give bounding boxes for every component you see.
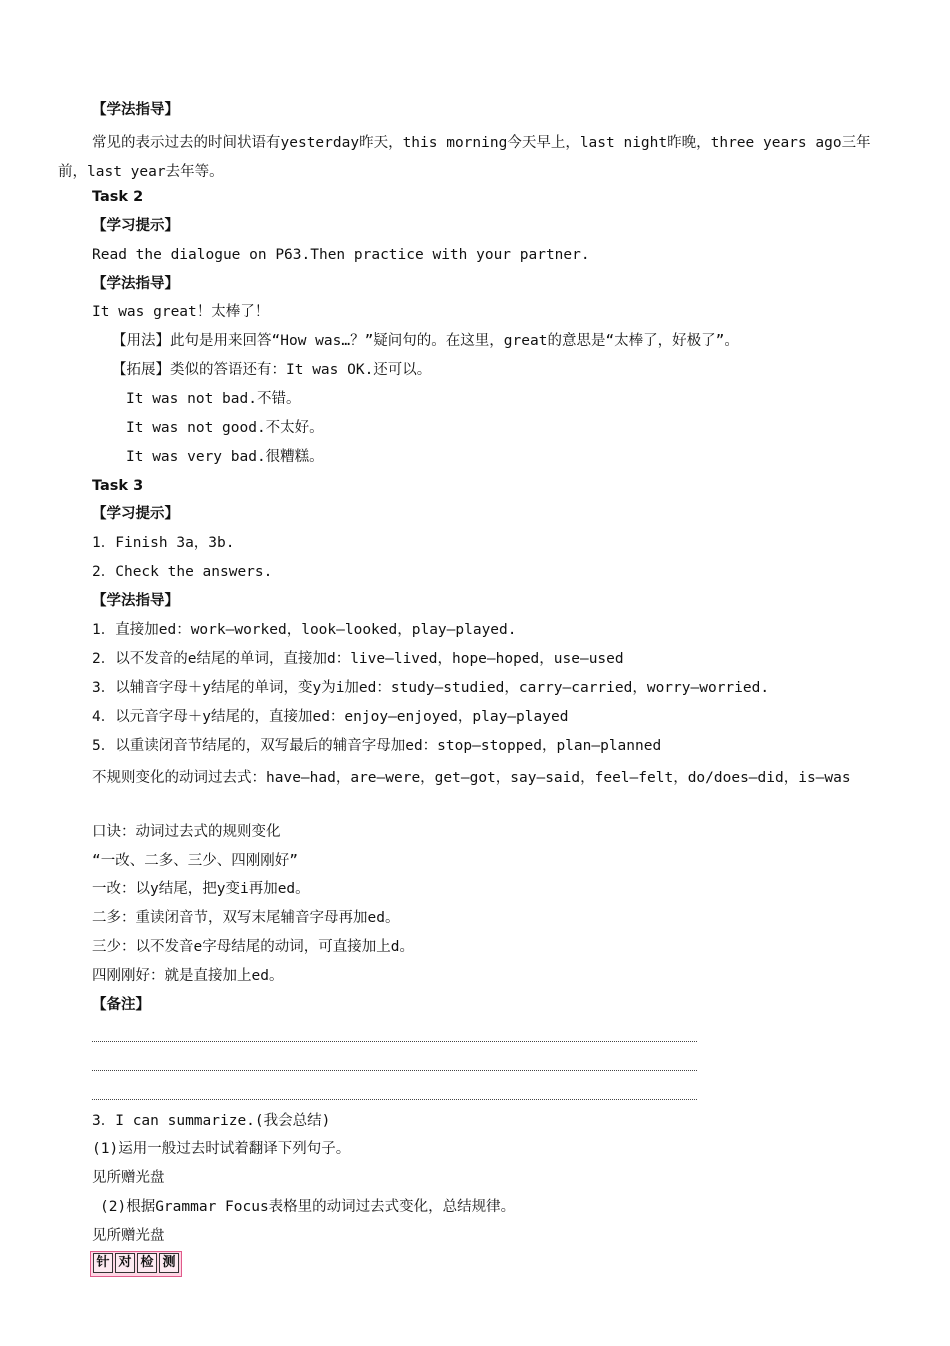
notes-heading: 【备注】 xyxy=(92,997,150,1013)
summary-answer: 见所赠光盘 xyxy=(92,1170,165,1186)
badge-char: 测 xyxy=(159,1253,179,1273)
list-item: 4．以元音字母＋y结尾的，直接加ed：enjoy—enjoyed，play—played xyxy=(92,709,569,725)
mnemonic-line: 一改：以y结尾，把y变i再加ed。 xyxy=(92,881,310,897)
notes-line xyxy=(92,1099,697,1100)
list-item: 5．以重读闭音节结尾的，双写最后的辅音字母加ed：stop—stopped，plan—planned xyxy=(92,738,662,754)
list-item: 1．直接加ed：work—worked，look—looked，play—played. xyxy=(92,622,517,638)
summary-item: (1)运用一般过去时试着翻译下列句子。 xyxy=(92,1141,351,1157)
list-item: 2．Check the answers. xyxy=(92,564,273,580)
paragraph: 常见的表示过去的时间状语有yesterday昨天，this morning今天早上，last night昨晚，three years ago三年前，last year去年等。 xyxy=(58,135,871,180)
section-heading: 【学习提示】 xyxy=(92,218,179,234)
mnemonic-line: 三少：以不发音e字母结尾的动词，可直接加上d。 xyxy=(92,939,414,955)
notes-line xyxy=(92,1070,697,1071)
extension-note: 【拓展】类似的答语还有：It was OK.还可以。 xyxy=(112,362,432,378)
list-item: 2．以不发音的e结尾的单词，直接加d：live—lived，hope—hoped，use—used xyxy=(92,651,624,667)
summary-heading: 3．I can summarize.(我会总结) xyxy=(92,1113,331,1129)
mnemonic-phrase: “一改、二多、三少、四刚刚好” xyxy=(92,853,298,869)
mnemonic-title: 口诀：动词过去式的规则变化 xyxy=(92,824,281,840)
task-title: Task 3 xyxy=(92,478,144,494)
example-line: It was not bad.不错。 xyxy=(126,391,301,407)
usage-note: 【用法】此句是用来回答“How was…？”疑问句的。在这里，great的意思是“太棒了，好极了”。 xyxy=(112,333,739,349)
mnemonic-line: 二多：重读闭音节，双写末尾辅音字母再加ed。 xyxy=(92,910,400,926)
list-item: 1．Finish 3a，3b. xyxy=(92,535,235,551)
mnemonic-line: 四刚刚好：就是直接加上ed。 xyxy=(92,968,284,984)
list-item: 3．以辅音字母＋y结尾的单词，变y为i加ed：study—studied，carry—carried，worry—worried. xyxy=(92,680,770,696)
paragraph: It was great！太棒了！ xyxy=(92,304,270,320)
section-heading: 【学法指导】 xyxy=(92,102,179,118)
notes-line xyxy=(92,1041,697,1042)
paragraph: Read the dialogue on P63.Then practice with your partner. xyxy=(92,247,590,263)
example-line: It was very bad.很糟糕。 xyxy=(126,449,324,465)
badge-char: 检 xyxy=(137,1253,157,1273)
summary-item: (2)根据Grammar Focus表格里的动词过去式变化，总结规律。 xyxy=(100,1199,516,1215)
section-heading: 【学法指导】 xyxy=(92,276,179,292)
paragraph: 不规则变化的动词过去式：have—had，are—were，get—got，say—said，feel—felt，do/does—did，is—was xyxy=(92,770,851,786)
example-line: It was not good.不太好。 xyxy=(126,420,324,436)
section-badge xyxy=(90,1251,182,1277)
task-title: Task 2 xyxy=(92,189,144,205)
badge-char: 对 xyxy=(115,1253,135,1273)
summary-answer: 见所赠光盘 xyxy=(92,1228,165,1244)
section-heading: 【学法指导】 xyxy=(92,593,179,609)
section-heading: 【学习提示】 xyxy=(92,506,179,522)
badge-char: 针 xyxy=(93,1253,113,1273)
